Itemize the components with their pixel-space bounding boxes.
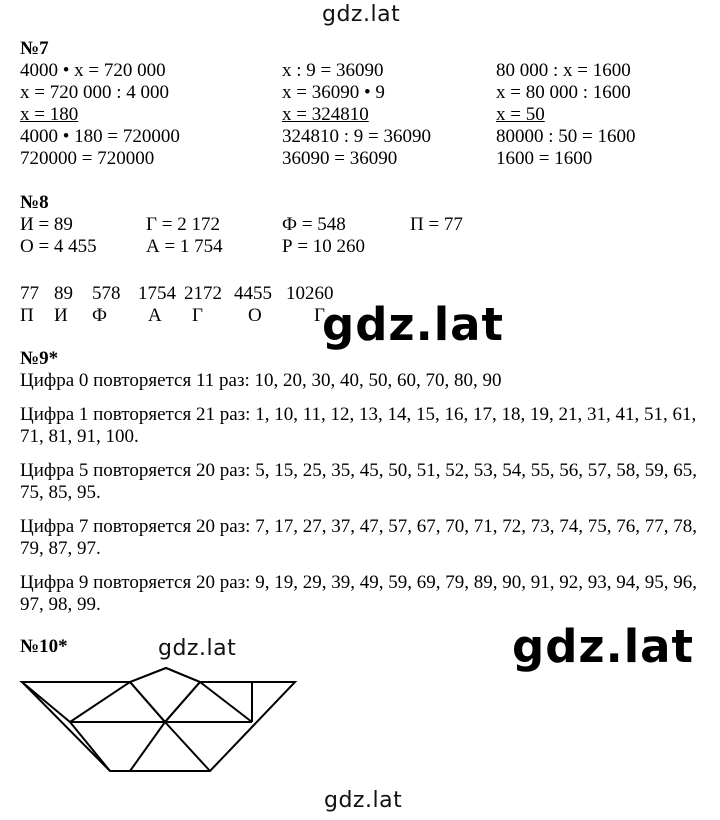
number-cell: 77: [20, 283, 39, 304]
letter-value: И = 89: [20, 214, 73, 235]
letter-cell: Г: [192, 305, 203, 326]
equation-line: 1600 = 1600: [496, 148, 593, 169]
equation-answer: x = 50: [496, 104, 545, 125]
lower-left: [70, 722, 110, 771]
equation-answer: x = 180: [20, 104, 79, 125]
number-cell: 89: [54, 283, 73, 304]
equation-line: x = 36090 • 9: [282, 82, 385, 103]
equation-line: 36090 = 36090: [282, 148, 398, 169]
left-triangle: [22, 682, 130, 722]
letter-cell: П: [20, 305, 34, 326]
equation-line: 324810 : 9 = 36090: [282, 126, 431, 147]
right-diagonal: [200, 682, 252, 722]
watermark-top: gdz.lat: [322, 2, 401, 27]
letter-cell: О: [248, 305, 262, 326]
number-cell: 2172: [184, 283, 222, 304]
task-7-heading: №7: [20, 38, 49, 59]
equation-line: 720000 = 720000: [20, 148, 155, 169]
digit-count-line: Цифра 7 повторяется 20 раз: 7, 17, 27, 37, 47, 57, 67, 70, 71, 72, 73, 74, 75, 76, 77, 78, 79, 87, 97.: [20, 516, 697, 559]
digit-count-line: Цифра 9 повторяется 20 раз: 9, 19, 29, 39, 49, 59, 69, 79, 89, 90, 91, 92, 93, 94, 95, 96, 97, 98, 99.: [20, 572, 697, 615]
lower-mid-1: [130, 722, 165, 771]
letter-value: Ф = 548: [282, 214, 346, 235]
letter-cell: И: [54, 305, 68, 326]
letter-value: А = 1 754: [146, 236, 223, 257]
letter-cell: Ф: [92, 305, 108, 326]
digit-count-line: Цифра 1 повторяется 21 раз: 1, 10, 11, 12, 13, 14, 15, 16, 17, 18, 19, 21, 31, 41, 51, 61, 71, 81, 91, 100.: [20, 404, 697, 447]
digit-count-line: Цифра 0 повторяется 11 раз: 10, 20, 30, 40, 50, 60, 70, 80, 90: [20, 370, 502, 391]
diagonal-2: [165, 682, 200, 722]
equation-answer: x = 324810: [282, 104, 369, 125]
equation-line: 4000 • 180 = 720000: [20, 126, 180, 147]
number-cell: 578: [92, 283, 121, 304]
letter-value: Г = 2 172: [146, 214, 220, 235]
task-9-heading: №9*: [20, 348, 59, 369]
equation-line: x = 80 000 : 1600: [496, 82, 631, 103]
watermark-right: gdz.lat: [512, 620, 695, 673]
diagonal-1: [130, 682, 165, 722]
letter-cell: Г: [314, 305, 325, 326]
task-8-heading: №8: [20, 192, 49, 213]
letter-value: О = 4 455: [20, 236, 97, 257]
watermark-bottom: gdz.lat: [324, 788, 403, 813]
equation-line: x = 720 000 : 4 000: [20, 82, 169, 103]
letter-value: П = 77: [410, 214, 463, 235]
digit-count-line: Цифра 5 повторяется 20 раз: 5, 15, 25, 35, 45, 50, 51, 52, 53, 54, 55, 56, 57, 58, 59, 65, 75, 85, 95.: [20, 460, 697, 503]
equation-line: x : 9 = 36090: [282, 60, 384, 81]
lower-mid-2: [165, 722, 210, 771]
equation-line: 80 000 : x = 1600: [496, 60, 631, 81]
task-10-heading: №10*: [20, 636, 68, 657]
equation-line: 80000 : 50 = 1600: [496, 126, 636, 147]
number-cell: 1754: [138, 283, 176, 304]
watermark-middle: gdz.lat: [322, 298, 505, 351]
number-cell: 10260: [286, 283, 334, 304]
watermark-figure: gdz.lat: [158, 636, 237, 661]
letter-cell: А: [148, 305, 162, 326]
letter-value: Р = 10 260: [282, 236, 366, 257]
equation-line: 4000 • x = 720 000: [20, 60, 166, 81]
hull-outline: [22, 668, 295, 771]
number-cell: 4455: [234, 283, 272, 304]
